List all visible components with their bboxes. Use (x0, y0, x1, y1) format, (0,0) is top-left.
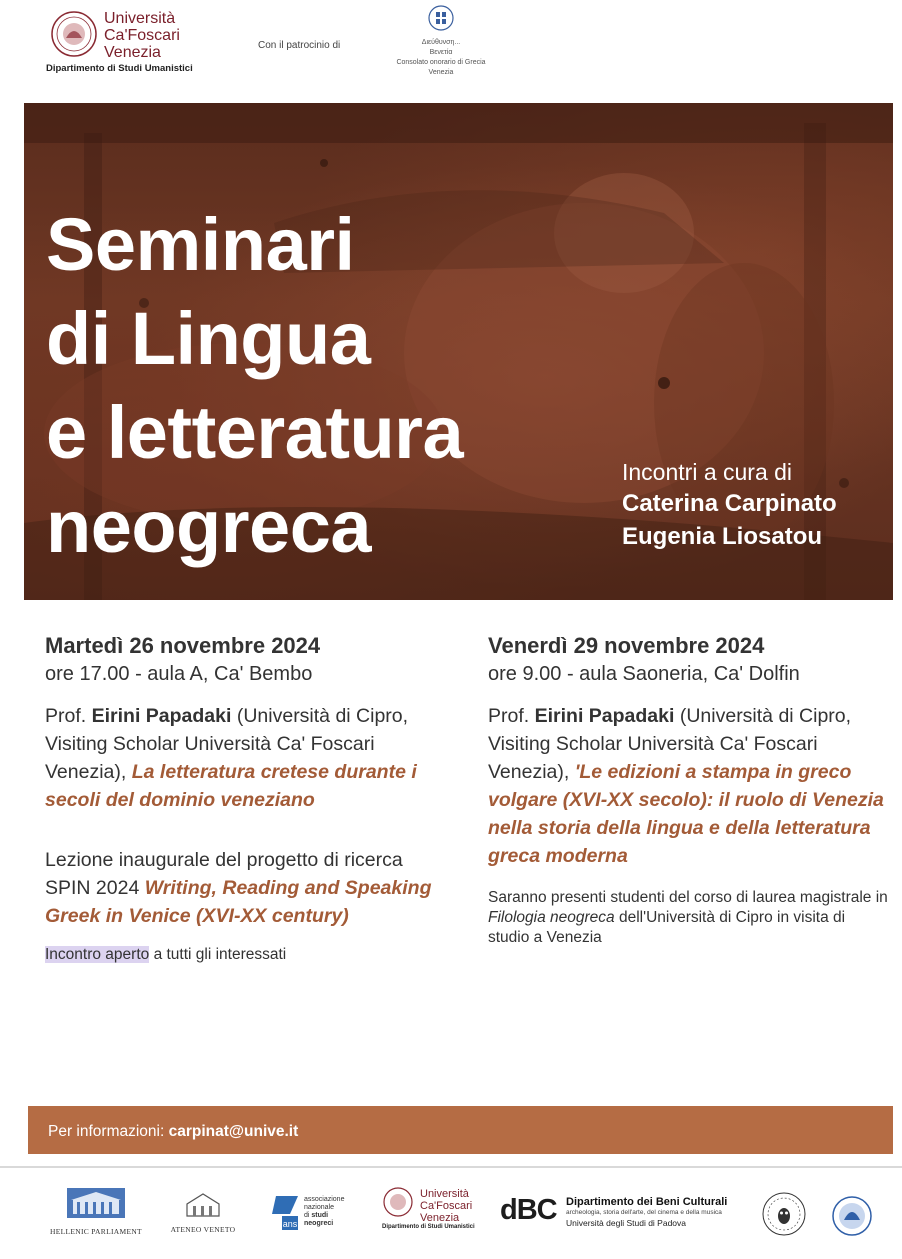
event-description: Prof. Eirini Papadaki (Università di Cipro, Visiting Scholar Università Ca' Foscari Venezia), 'Le edizioni a stampa in greco volgare (XVI-XX secolo): il ruolo di Venezia nella storia della lingua e della letteratura greca moderna (488, 705, 884, 867)
poster-title: Seminari di Lingua e letteratura neogreca (46, 203, 464, 568)
open-event-highlight: Incontro aperto (45, 946, 150, 963)
event-column-2 (488, 632, 888, 948)
info-label: Per informazioni: (48, 1123, 165, 1140)
event-date: Martedì 26 novembre 2024 (45, 633, 321, 658)
hellenic-parliament-logo: HELLENIC PARLIAMENT (44, 1186, 148, 1236)
curators-intro: Incontri a cura di (622, 459, 793, 485)
speaker-name: Eirini Papadaki (91, 705, 232, 727)
university-name: Università Ca'Foscari Venezia (104, 10, 180, 61)
greek-consulate-logo: Διεύθυνση... Βενετία Consolato onorario di Grecia Venezia (376, 4, 506, 78)
blue-seal-logo (830, 1194, 874, 1243)
parliament-building-icon (65, 1186, 127, 1222)
owl-seal-icon (760, 1190, 808, 1238)
event-description: Prof. Eirini Papadaki (Università di Cipro, Visiting Scholar Università Ca' Foscari Venezia), La letteratura cretese durante i secoli del dominio veneziano (45, 705, 417, 811)
ansn-logo: ans associazione nazionale di studi neogreci (270, 1194, 360, 1239)
project-title: Writing, Reading and Speaking Greek in Venice (XVI-XX century) (45, 877, 432, 927)
students-note: Saranno presenti studenti del corso di laurea magistrale in Filologia neogreca dell'Università di Cipro in visita di studio a Venezia (488, 889, 888, 946)
patronage-label: Con il patrocinio di (258, 40, 341, 51)
department-name: Dipartimento di Studi Umanistici (46, 63, 193, 74)
ca-foscari-logo (46, 8, 236, 78)
blue-emblem-icon (830, 1194, 874, 1238)
event-time-place: ore 17.00 - aula A, Ca' Bembo (45, 663, 313, 685)
event-column-1 (45, 632, 445, 964)
ateneo-veneto-logo: ATENEO VENETO (163, 1190, 243, 1234)
university-seal-icon (50, 10, 98, 58)
association-seal-logo (760, 1190, 808, 1243)
event-time-place: ore 9.00 - aula Saoneria, Ca' Dolfin (488, 663, 800, 685)
poster-header (0, 0, 902, 100)
event-date: Venerdì 29 novembre 2024 (488, 633, 765, 658)
ca-foscari-footer-logo: Università Ca'Foscari Venezia Dipartimento di Studi Umanistici (382, 1188, 475, 1230)
footer-divider (0, 1166, 902, 1168)
inaugural-lecture: Lezione inaugurale del progetto di ricerca SPIN 2024 Writing, Reading and Speaking Greek in Venice (XVI-XX century) (45, 849, 432, 927)
speaker-name: Eirini Papadaki (534, 705, 675, 727)
ateneo-building-icon (183, 1190, 223, 1220)
university-seal-icon (382, 1186, 414, 1218)
partner-logos: HELLENIC PARLIAMENT ATENEO VENETO ans associazione nazionale di studi neogreci Università Ca'Foscari Venezia Dipartimento di Studi Umanistici dBC Dipartimento dei Beni Culturali archeologia, storia dell'arte, del cinema e della musica Università degli Studi di Padova (0, 1176, 902, 1259)
curators-block (622, 457, 837, 553)
ansn-mark-icon (270, 1194, 300, 1234)
open-event-note: Incontro aperto a tutti gli interessati (45, 946, 287, 963)
course-name: Filologia neogreca (488, 909, 615, 926)
contact-email-link[interactable]: carpinat@unive.it (168, 1123, 299, 1140)
info-bar (28, 1106, 893, 1154)
curator-name: Eugenia Liosatou (622, 523, 823, 550)
talk-title: La letteratura cretese durante i secoli del dominio veneziano (45, 761, 417, 811)
curator-name: Caterina Carpinato (622, 490, 837, 517)
greek-emblem-icon (427, 4, 455, 32)
hero-banner (24, 103, 893, 600)
talk-title: 'Le edizioni a stampa in greco volgare (XVI-XX secolo): il ruolo di Venezia nella storia della lingua e della letteratura greca moderna (488, 761, 884, 867)
svg-text:ans: ans (282, 1219, 298, 1229)
